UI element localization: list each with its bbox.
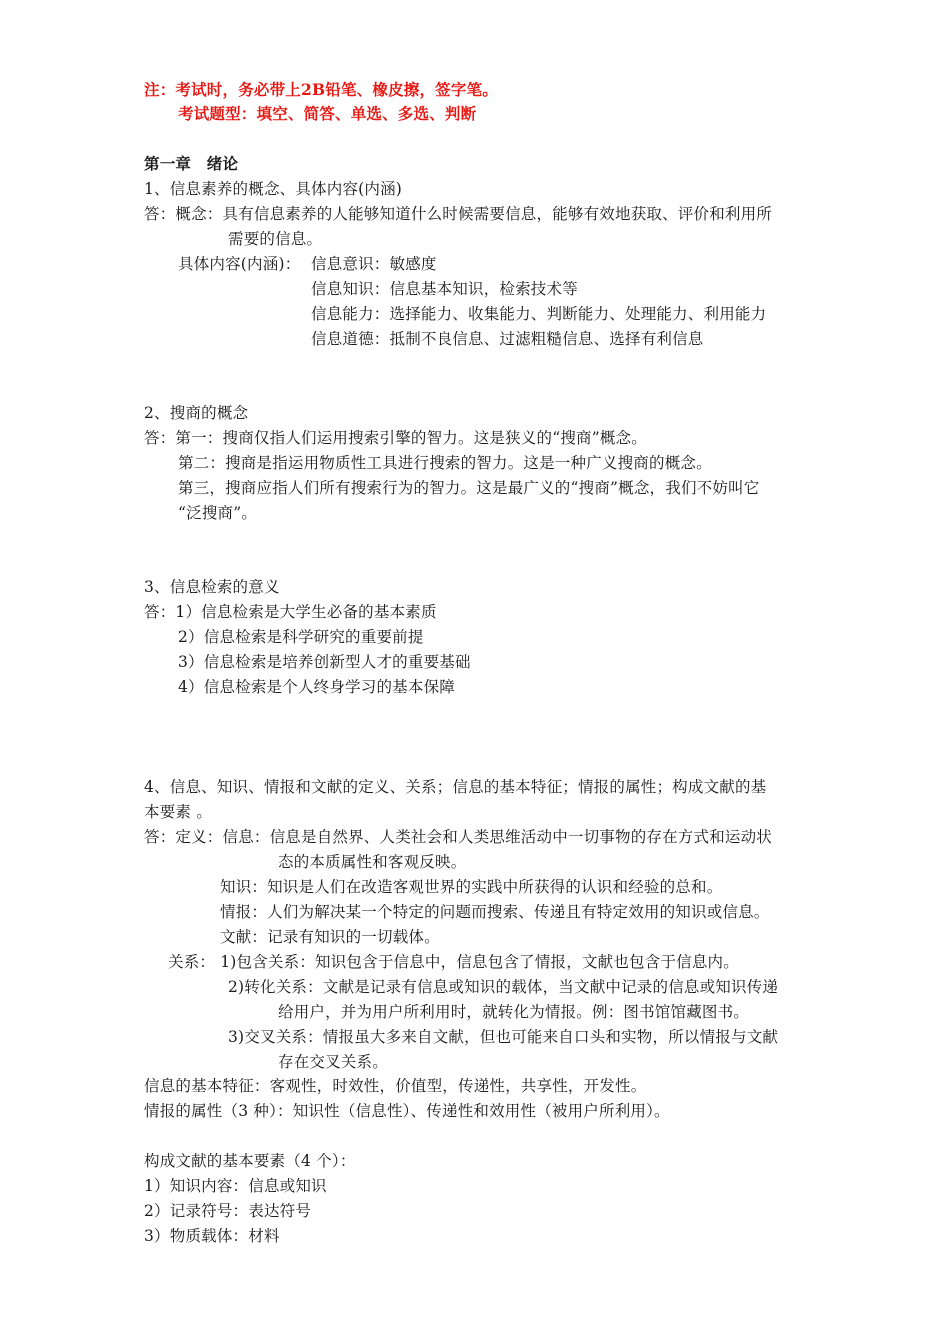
q1-answer-line-1: 答：概念：具有信息素养的人能够知道什么时候需要信息，能够有效地获取、评价和利用所 <box>144 205 773 223</box>
q3-answer-line-3: 3）信息检索是培养创新型人才的重要基础 <box>178 653 471 671</box>
q4-def-line-1: 答：定义：信息：信息是自然界、人类社会和人类思维活动中一切事物的存在方式和运动状 <box>144 828 773 846</box>
q2-question: 2、搜商的概念 <box>144 404 249 422</box>
q1-content-label: 具体内容(内涵)： <box>178 255 301 273</box>
q3-answer-line-2: 2）信息检索是科学研究的重要前提 <box>178 628 424 646</box>
q4-def-line-2: 态的本质属性和客观反映。 <box>278 853 467 871</box>
q4-relation-line-2: 2)转化关系：文献是记录有信息或知识的载体，当文献中记录的信息或知识传递 <box>228 978 779 996</box>
q4-def-intelligence: 情报：人们为解决某一个特定的问题而搜索、传递且有特定效用的知识或信息。 <box>220 903 770 921</box>
q4-element-item: 2）记录符号：表达符号 <box>144 1202 312 1220</box>
q4-question-line-1: 4、信息、知识、情报和文献的定义、关系；信息的基本特征；情报的属性；构成文献的基 <box>144 778 767 796</box>
q2-answer-line-1: 答：第一：搜商仅指人们运用搜索引擎的智力。这是狭义的“搜商”概念。 <box>144 429 647 447</box>
q4-relation-line-1: 关系： 1)包含关系：知识包含于信息中，信息包含了情报，文献也包含于信息内。 <box>168 953 739 971</box>
q4-element-item: 3）物质载体：材料 <box>144 1227 280 1245</box>
q1-content-item: 信息道德：抵制不良信息、过滤粗糙信息、选择有利信息 <box>311 330 704 348</box>
q4-question-line-2: 本要素 。 <box>144 803 212 821</box>
notice-line-1: 注：考试时，务必带上2B铅笔、橡皮擦，签字笔。 <box>144 80 498 99</box>
chapter-title: 第一章 绪论 <box>144 154 239 173</box>
notice-line-2: 考试题型：填空、简答、单选、多选、判断 <box>178 104 477 123</box>
q4-relation-line-5: 存在交叉关系。 <box>278 1053 388 1071</box>
q1-content-item: 信息意识：敏感度 <box>311 255 437 273</box>
q4-def-knowledge: 知识：知识是人们在改造客观世界的实践中所获得的认识和经验的总和。 <box>220 878 723 896</box>
q2-answer-line-2: 第二：搜商是指运用物质性工具进行搜索的智力。这是一种广义搜商的概念。 <box>178 454 712 472</box>
q3-question: 3、信息检索的意义 <box>144 578 280 596</box>
q4-elements-title: 构成文献的基本要素（4 个）： <box>144 1152 356 1170</box>
q1-question: 1、信息素养的概念、具体内容(内涵) <box>144 180 403 198</box>
q4-features: 信息的基本特征：客观性，时效性，价值型，传递性，共享性，开发性。 <box>144 1077 647 1095</box>
q4-attributes: 情报的属性（3 种）：知识性（信息性）、传递性和效用性（被用户所利用）。 <box>144 1102 670 1120</box>
q1-content-item: 信息能力：选择能力、收集能力、判断能力、处理能力、利用能力 <box>311 305 767 323</box>
q3-answer-line-4: 4）信息检索是个人终身学习的基本保障 <box>178 678 455 696</box>
q1-content-item: 信息知识：信息基本知识，检索技术等 <box>311 280 578 298</box>
q2-answer-line-3: 第三，搜商应指人们所有搜索行为的智力。这是最广义的“搜商”概念，我们不妨叫它 <box>178 479 760 497</box>
q4-element-item: 1）知识内容：信息或知识 <box>144 1177 327 1195</box>
q4-def-document: 文献：记录有知识的一切载体。 <box>220 928 440 946</box>
q3-answer-line-1: 答：1）信息检索是大学生必备的基本素质 <box>144 603 437 621</box>
q4-relation-line-4: 3)交叉关系：情报虽大多来自文献，但也可能来自口头和实物，所以情报与文献 <box>228 1028 779 1046</box>
q1-answer-line-2: 需要的信息。 <box>228 230 323 248</box>
q2-answer-line-4: “泛搜商”。 <box>178 504 258 522</box>
q4-relation-line-3: 给用户，并为用户所利用时，就转化为情报。例：图书馆馆藏图书。 <box>278 1003 750 1021</box>
